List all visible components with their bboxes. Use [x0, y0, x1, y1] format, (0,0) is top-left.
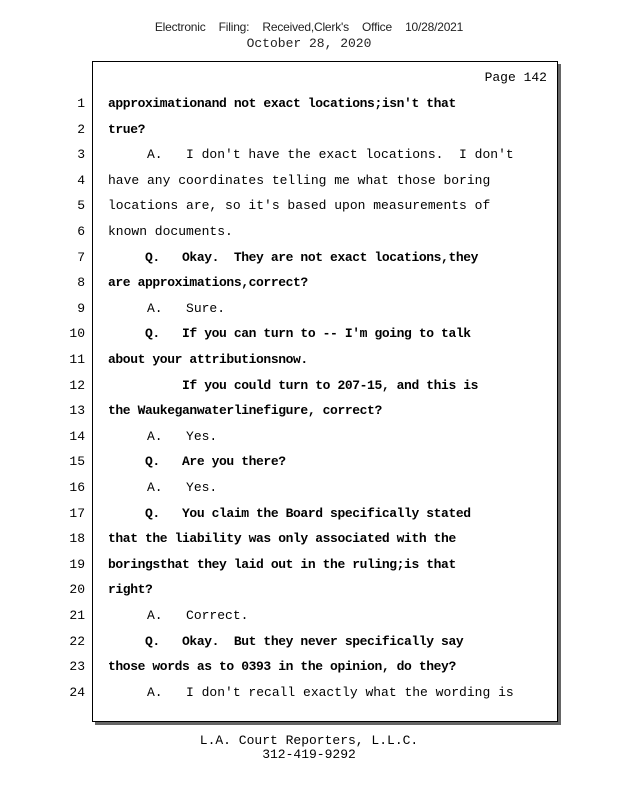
line-text: If you could turn to 207-15, and this is [108, 377, 479, 393]
line-number: 11 [69, 352, 85, 367]
line-text: that the liability was only associated with the [108, 531, 456, 547]
line-number: 22 [69, 633, 85, 649]
line-number: 10 [69, 326, 85, 342]
line-text: Q. If you can turn to -- I'm going to talk [108, 326, 471, 342]
line-text: known documents. [108, 224, 233, 239]
line-text: A. Correct. [108, 608, 249, 623]
line-number: 15 [69, 454, 85, 470]
line-text: A. Yes. [108, 480, 218, 495]
line-text: A. Yes. [108, 428, 218, 444]
line-text: Q. Okay. They are not exact locations,they [108, 249, 479, 265]
line-text: approximationand not exact locations;isn't that [108, 96, 456, 111]
line-number: 2 [77, 121, 85, 137]
line-text: Q. Are you there? [108, 454, 286, 470]
line-number: 5 [77, 198, 85, 214]
line-number: 16 [69, 480, 85, 495]
line-number: 14 [69, 428, 85, 444]
line-number: 24 [69, 684, 85, 700]
line-text: true? [108, 121, 146, 137]
line-number: 23 [69, 659, 85, 675]
line-number: 18 [69, 531, 85, 547]
line-number: 3 [77, 147, 85, 163]
line-text: A. I don't have the exact locations. I don't [108, 147, 514, 163]
line-text: locations are, so it's based upon measurements of [108, 198, 491, 214]
line-text: those words as to 0393 in the opinion, do they? [108, 659, 456, 675]
line-number: 4 [77, 172, 85, 188]
line-number: 6 [77, 224, 85, 239]
line-text: boringsthat they laid out in the ruling;is that [108, 556, 456, 572]
transcript-page [69, 61, 558, 722]
line-text: have any coordinates telling me what those boring [108, 172, 491, 188]
line-number: 19 [69, 556, 85, 572]
line-number: 7 [77, 249, 85, 265]
line-number: 12 [69, 377, 85, 393]
line-number: 8 [77, 275, 85, 291]
line-text: A. I don't recall exactly what the wording is [108, 684, 514, 700]
line-text: Q. You claim the Board specifically stated [108, 505, 471, 521]
filing-stamp: Electronic Filing: Received,Clerk's Office 10/28/2021 [154, 20, 464, 34]
line-number: 20 [69, 582, 85, 598]
line-text: are approximations,correct? [108, 275, 308, 291]
line-text: the Waukeganwaterlinefigure, correct? [108, 403, 382, 419]
line-text: right? [108, 582, 153, 598]
line-text: about your attributionsnow. [108, 352, 308, 367]
line-number: 1 [77, 96, 85, 111]
line-text: Q. Okay. But they never specifically say [108, 633, 464, 649]
line-number: 17 [69, 505, 85, 521]
page-number-label: Page 142 [484, 70, 547, 85]
line-number: 21 [69, 608, 85, 623]
line-number: 9 [77, 300, 85, 316]
transcript-date: October 28, 2020 [246, 36, 372, 51]
reporter-phone: 312-419-9292 [262, 747, 356, 762]
line-number: 13 [69, 403, 85, 419]
line-text: A. Sure. [108, 300, 226, 316]
reporter-company: L.A. Court Reporters, L.L.C. [199, 733, 419, 748]
